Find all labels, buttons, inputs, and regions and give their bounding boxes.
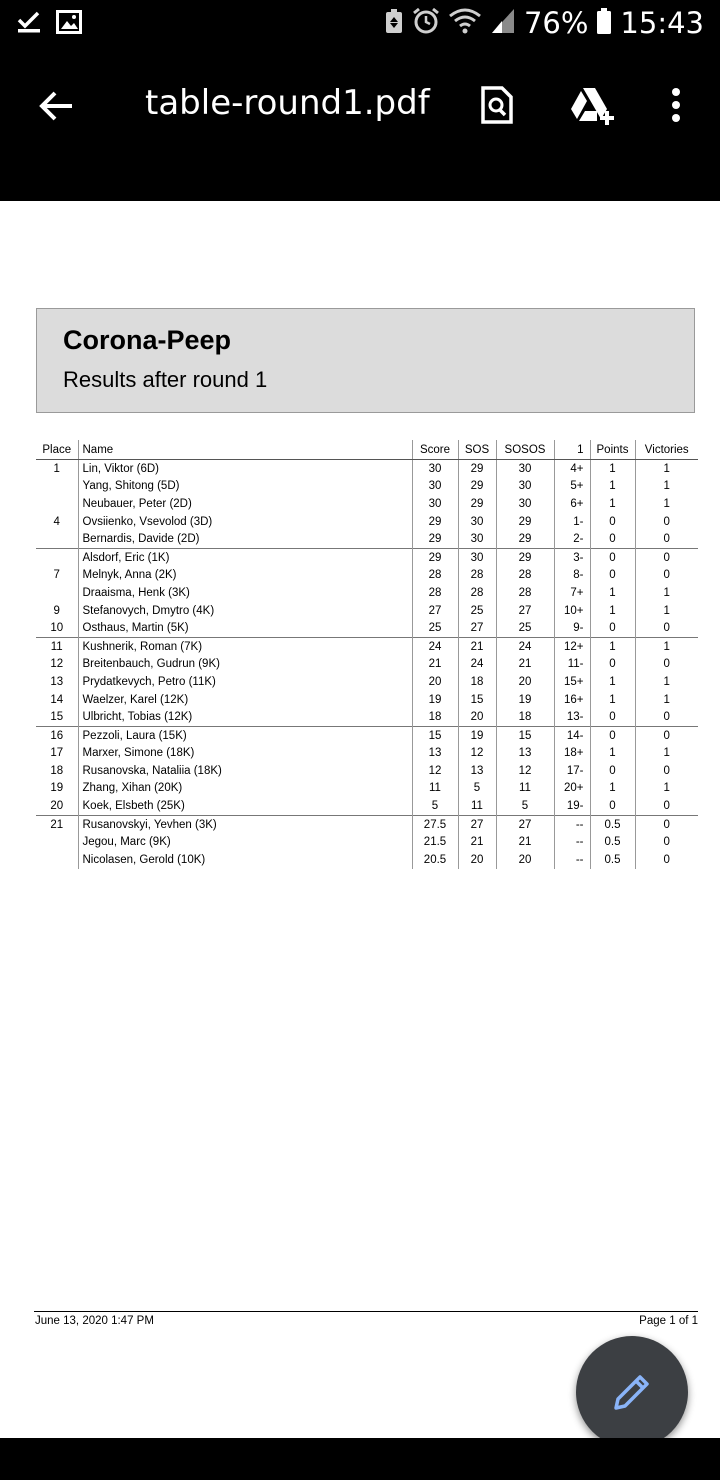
cell-score: 21.5 bbox=[412, 833, 458, 851]
cell-points: 1 bbox=[590, 637, 635, 655]
cell-points: 0 bbox=[590, 708, 635, 726]
table-row bbox=[36, 530, 698, 548]
cell-score: 29 bbox=[412, 548, 458, 566]
table-row bbox=[36, 691, 698, 709]
cell-name: Breitenbauch, Gudrun (9K) bbox=[78, 656, 412, 674]
cell-victories: 1 bbox=[635, 495, 698, 513]
cell-victories: 0 bbox=[635, 762, 698, 780]
cell-sos: 29 bbox=[458, 495, 496, 513]
image-icon bbox=[56, 10, 82, 39]
column-header-place: Place bbox=[36, 440, 78, 460]
cell-place: 4 bbox=[53, 515, 60, 528]
cell-points: 1 bbox=[590, 584, 635, 602]
column-header-round1: 1 bbox=[554, 440, 590, 460]
table-row bbox=[36, 708, 698, 726]
cell-round1: 2- bbox=[554, 530, 590, 548]
cell-victories: 0 bbox=[635, 513, 698, 531]
cell-score: 20 bbox=[412, 673, 458, 691]
cell-name: Osthaus, Martin (5K) bbox=[78, 619, 412, 637]
cell-place bbox=[36, 584, 78, 602]
more-vert-icon bbox=[671, 87, 681, 123]
cell-name: Ulbricht, Tobias (12K) bbox=[78, 708, 412, 726]
table-row bbox=[36, 584, 698, 602]
cell-place: 21 bbox=[36, 815, 78, 833]
cell-points: 0 bbox=[590, 797, 635, 815]
cell-name: Alsdorf, Eric (1K) bbox=[78, 548, 412, 566]
cell-points: 0 bbox=[590, 567, 635, 585]
cell-score: 11 bbox=[412, 780, 458, 798]
cell-score: 30 bbox=[412, 460, 458, 478]
cell-points: 0 bbox=[590, 619, 635, 637]
cell-name: Draaisma, Henk (3K) bbox=[78, 584, 412, 602]
cell-place bbox=[36, 495, 78, 513]
add-to-drive-button[interactable] bbox=[566, 78, 620, 132]
cell-victories: 1 bbox=[635, 780, 698, 798]
cell-place: 14 bbox=[50, 693, 64, 706]
table-row bbox=[36, 460, 698, 478]
cell-score: 30 bbox=[412, 478, 458, 496]
cell-victories: 0 bbox=[635, 619, 698, 637]
cell-victories: 1 bbox=[635, 745, 698, 763]
table-row bbox=[36, 548, 698, 566]
cell-round1: 14- bbox=[554, 726, 590, 744]
battery-percentage: 76% bbox=[523, 6, 589, 40]
cell-sosos: 27 bbox=[496, 815, 554, 833]
cell-points: 0 bbox=[590, 530, 635, 548]
cell-sosos: 29 bbox=[496, 548, 554, 566]
cell-points: 0.5 bbox=[590, 833, 635, 851]
cell-round1: 11- bbox=[554, 656, 590, 674]
cell-round1: 15+ bbox=[554, 673, 590, 691]
cell-name: Melnyk, Anna (2K) bbox=[78, 567, 412, 585]
cell-points: 1 bbox=[590, 478, 635, 496]
cell-points: 1 bbox=[590, 495, 635, 513]
table-header-row bbox=[36, 440, 698, 460]
cell-victories: 1 bbox=[635, 602, 698, 620]
cell-score: 28 bbox=[412, 567, 458, 585]
cell-place bbox=[36, 548, 78, 566]
cell-sos: 18 bbox=[458, 673, 496, 691]
cell-score: 15 bbox=[412, 726, 458, 744]
cell-points: 1 bbox=[590, 460, 635, 478]
table-row bbox=[36, 762, 698, 780]
cell-sosos: 27 bbox=[496, 602, 554, 620]
cell-place: 13 bbox=[50, 675, 64, 688]
find-in-document-button[interactable] bbox=[470, 78, 524, 132]
cell-round1: 6+ bbox=[554, 495, 590, 513]
cell-sosos: 21 bbox=[496, 656, 554, 674]
cell-name: Prydatkevych, Petro (11K) bbox=[78, 673, 412, 691]
cell-sos: 30 bbox=[458, 548, 496, 566]
cell-score: 27.5 bbox=[412, 815, 458, 833]
table-row bbox=[36, 833, 698, 851]
cell-round1: 20+ bbox=[554, 780, 590, 798]
footer-date: June 13, 2020 1:47 PM bbox=[35, 1315, 154, 1327]
cell-sos: 30 bbox=[458, 513, 496, 531]
cell-points: 0.5 bbox=[590, 851, 635, 869]
cell-sos: 19 bbox=[458, 726, 496, 744]
table-row bbox=[36, 478, 698, 496]
cell-place: 7 bbox=[53, 569, 60, 582]
cell-round1: 1- bbox=[554, 513, 590, 531]
cell-round1: -- bbox=[554, 815, 590, 833]
cell-sos: 24 bbox=[458, 656, 496, 674]
cell-sos: 20 bbox=[458, 708, 496, 726]
cell-score: 30 bbox=[412, 495, 458, 513]
back-button[interactable] bbox=[30, 80, 82, 132]
cell-sosos: 28 bbox=[496, 584, 554, 602]
cell-round1: 13- bbox=[554, 708, 590, 726]
cell-points: 0 bbox=[590, 726, 635, 744]
cell-points: 1 bbox=[590, 602, 635, 620]
cell-victories: 0 bbox=[635, 726, 698, 744]
cell-sos: 15 bbox=[458, 691, 496, 709]
cell-name: Neubauer, Peter (2D) bbox=[78, 495, 412, 513]
cell-name: Stefanovych, Dmytro (4K) bbox=[78, 602, 412, 620]
clock: 15:43 bbox=[620, 6, 704, 40]
cell-victories: 1 bbox=[635, 584, 698, 602]
table-row bbox=[36, 656, 698, 674]
cell-sos: 21 bbox=[458, 637, 496, 655]
cell-name: Pezzoli, Laura (15K) bbox=[78, 726, 412, 744]
cell-sosos: 13 bbox=[496, 745, 554, 763]
cell-place: 19 bbox=[50, 782, 64, 795]
cell-victories: 0 bbox=[635, 567, 698, 585]
cell-victories: 0 bbox=[635, 851, 698, 869]
cell-place: 15 bbox=[50, 711, 64, 724]
cell-sos: 21 bbox=[458, 833, 496, 851]
cell-sosos: 24 bbox=[496, 637, 554, 655]
column-header-name: Name bbox=[78, 440, 412, 460]
alarm-icon bbox=[412, 7, 440, 40]
cell-name: Bernardis, Davide (2D) bbox=[78, 530, 412, 548]
cell-sosos: 30 bbox=[496, 495, 554, 513]
cell-name: Rusanovskyi, Yevhen (3K) bbox=[78, 815, 412, 833]
cell-round1: 4+ bbox=[554, 460, 590, 478]
cell-place bbox=[36, 478, 78, 496]
table-row bbox=[36, 495, 698, 513]
edit-fab-button[interactable] bbox=[576, 1336, 688, 1448]
cell-sosos: 25 bbox=[496, 619, 554, 637]
cell-sos: 13 bbox=[458, 762, 496, 780]
cell-place bbox=[36, 833, 78, 851]
table-row bbox=[36, 619, 698, 637]
cell-round1: 19- bbox=[554, 797, 590, 815]
cell-place: 10 bbox=[50, 622, 64, 635]
cell-place: 20 bbox=[50, 800, 64, 813]
document-header bbox=[36, 308, 695, 413]
cell-round1: -- bbox=[554, 851, 590, 869]
cell-victories: 1 bbox=[635, 691, 698, 709]
cell-round1: 12+ bbox=[554, 637, 590, 655]
cell-score: 12 bbox=[412, 762, 458, 780]
tournament-title: Corona-Peep bbox=[63, 325, 232, 355]
drive-add-icon bbox=[569, 85, 617, 125]
cell-score: 13 bbox=[412, 745, 458, 763]
cell-round1: 9- bbox=[554, 619, 590, 637]
status-bar bbox=[0, 0, 720, 50]
cell-round1: 7+ bbox=[554, 584, 590, 602]
cell-sosos: 29 bbox=[496, 513, 554, 531]
cell-sosos: 21 bbox=[496, 833, 554, 851]
results-table-body bbox=[36, 460, 698, 869]
cell-round1: -- bbox=[554, 833, 590, 851]
table-row bbox=[36, 726, 698, 744]
cell-round1: 10+ bbox=[554, 602, 590, 620]
cell-sosos: 20 bbox=[496, 851, 554, 869]
table-row bbox=[36, 851, 698, 869]
cell-points: 0 bbox=[590, 513, 635, 531]
document-title: table-round1.pdf bbox=[145, 83, 430, 123]
cell-score: 21 bbox=[412, 656, 458, 674]
cell-place bbox=[36, 851, 78, 869]
cell-sos: 28 bbox=[458, 567, 496, 585]
table-row bbox=[36, 797, 698, 815]
edit-pencil-icon bbox=[610, 1370, 654, 1414]
cell-name: Waelzer, Karel (12K) bbox=[78, 691, 412, 709]
cell-sosos: 5 bbox=[496, 797, 554, 815]
cell-sosos: 15 bbox=[496, 726, 554, 744]
cell-points: 0 bbox=[590, 656, 635, 674]
cell-sos: 11 bbox=[458, 797, 496, 815]
cell-sos: 29 bbox=[458, 478, 496, 496]
cell-round1: 18+ bbox=[554, 745, 590, 763]
table-row bbox=[36, 567, 698, 585]
cell-points: 0 bbox=[590, 762, 635, 780]
cell-sosos: 18 bbox=[496, 708, 554, 726]
cell-victories: 1 bbox=[635, 637, 698, 655]
cell-name: Yang, Shitong (5D) bbox=[78, 478, 412, 496]
cell-sosos: 30 bbox=[496, 478, 554, 496]
cell-name: Koek, Elsbeth (25K) bbox=[78, 797, 412, 815]
cell-place: 12 bbox=[50, 658, 64, 671]
back-arrow-icon bbox=[38, 90, 74, 122]
cell-victories: 0 bbox=[635, 815, 698, 833]
cell-sos: 28 bbox=[458, 584, 496, 602]
cell-sosos: 11 bbox=[496, 780, 554, 798]
table-row bbox=[36, 637, 698, 655]
cell-round1: 16+ bbox=[554, 691, 590, 709]
footer-page-number: Page 1 of 1 bbox=[639, 1315, 698, 1327]
cell-place: 11 bbox=[36, 637, 78, 655]
download-done-icon bbox=[16, 10, 42, 39]
cell-sos: 29 bbox=[458, 460, 496, 478]
cell-sosos: 28 bbox=[496, 567, 554, 585]
wifi-icon bbox=[448, 7, 482, 40]
cell-points: 1 bbox=[590, 673, 635, 691]
cell-place bbox=[36, 530, 78, 548]
cell-sosos: 30 bbox=[496, 460, 554, 478]
cell-round1: 3- bbox=[554, 548, 590, 566]
cell-victories: 1 bbox=[635, 460, 698, 478]
cell-place: 9 bbox=[53, 604, 60, 617]
cell-sosos: 19 bbox=[496, 691, 554, 709]
cell-name: Nicolasen, Gerold (10K) bbox=[78, 851, 412, 869]
cell-name: Rusanovska, Nataliia (18K) bbox=[78, 762, 412, 780]
footer-divider bbox=[34, 1311, 698, 1312]
battery-icon bbox=[596, 7, 612, 40]
cell-victories: 1 bbox=[635, 673, 698, 691]
search-document-icon bbox=[480, 85, 514, 125]
cell-place: 17 bbox=[50, 747, 64, 760]
cell-name: Zhang, Xihan (20K) bbox=[78, 780, 412, 798]
cell-name: Marxer, Simone (18K) bbox=[78, 745, 412, 763]
cell-sos: 5 bbox=[458, 780, 496, 798]
cell-score: 27 bbox=[412, 602, 458, 620]
cell-sos: 20 bbox=[458, 851, 496, 869]
cell-place: 18 bbox=[50, 764, 64, 777]
battery-saver-icon bbox=[384, 8, 404, 39]
cell-name: Jegou, Marc (9K) bbox=[78, 833, 412, 851]
cell-score: 29 bbox=[412, 513, 458, 531]
cell-round1: 17- bbox=[554, 762, 590, 780]
cell-score: 24 bbox=[412, 637, 458, 655]
cell-name: Kushnerik, Roman (7K) bbox=[78, 637, 412, 655]
signal-icon bbox=[490, 7, 516, 40]
table-row bbox=[36, 602, 698, 620]
cell-sos: 27 bbox=[458, 619, 496, 637]
cell-score: 25 bbox=[412, 619, 458, 637]
cell-sos: 30 bbox=[458, 530, 496, 548]
table-row bbox=[36, 780, 698, 798]
cell-round1: 8- bbox=[554, 567, 590, 585]
navigation-bar bbox=[0, 1438, 720, 1480]
column-header-sos: SOS bbox=[458, 440, 496, 460]
column-header-sosos: SOSOS bbox=[496, 440, 554, 460]
cell-points: 1 bbox=[590, 745, 635, 763]
cell-victories: 0 bbox=[635, 797, 698, 815]
cell-score: 28 bbox=[412, 584, 458, 602]
table-row bbox=[36, 513, 698, 531]
cell-victories: 0 bbox=[635, 656, 698, 674]
table-row bbox=[36, 673, 698, 691]
cell-victories: 0 bbox=[635, 708, 698, 726]
cell-points: 0 bbox=[590, 548, 635, 566]
cell-sos: 27 bbox=[458, 815, 496, 833]
cell-score: 5 bbox=[412, 797, 458, 815]
cell-sosos: 12 bbox=[496, 762, 554, 780]
cell-points: 1 bbox=[590, 780, 635, 798]
app-bar bbox=[0, 50, 720, 201]
table-row bbox=[36, 815, 698, 833]
cell-score: 19 bbox=[412, 691, 458, 709]
results-table bbox=[36, 440, 698, 869]
table-row bbox=[36, 745, 698, 763]
cell-name: Lin, Viktor (6D) bbox=[78, 460, 412, 478]
cell-score: 20.5 bbox=[412, 851, 458, 869]
column-header-score: Score bbox=[412, 440, 458, 460]
cell-place: 1 bbox=[53, 462, 60, 475]
cell-round1: 5+ bbox=[554, 478, 590, 496]
cell-place: 16 bbox=[36, 726, 78, 744]
cell-points: 1 bbox=[590, 691, 635, 709]
cell-sosos: 29 bbox=[496, 530, 554, 548]
results-subtitle: Results after round 1 bbox=[63, 367, 268, 392]
cell-victories: 0 bbox=[635, 833, 698, 851]
cell-points: 0.5 bbox=[590, 815, 635, 833]
cell-sos: 12 bbox=[458, 745, 496, 763]
cell-score: 18 bbox=[412, 708, 458, 726]
cell-sosos: 20 bbox=[496, 673, 554, 691]
cell-victories: 1 bbox=[635, 478, 698, 496]
more-options-button[interactable] bbox=[656, 78, 696, 132]
cell-victories: 0 bbox=[635, 548, 698, 566]
cell-name: Ovsiienko, Vsevolod (3D) bbox=[78, 513, 412, 531]
cell-victories: 0 bbox=[635, 530, 698, 548]
column-header-victories: Victories bbox=[635, 440, 698, 460]
column-header-points: Points bbox=[590, 440, 635, 460]
cell-score: 29 bbox=[412, 530, 458, 548]
cell-sos: 25 bbox=[458, 602, 496, 620]
